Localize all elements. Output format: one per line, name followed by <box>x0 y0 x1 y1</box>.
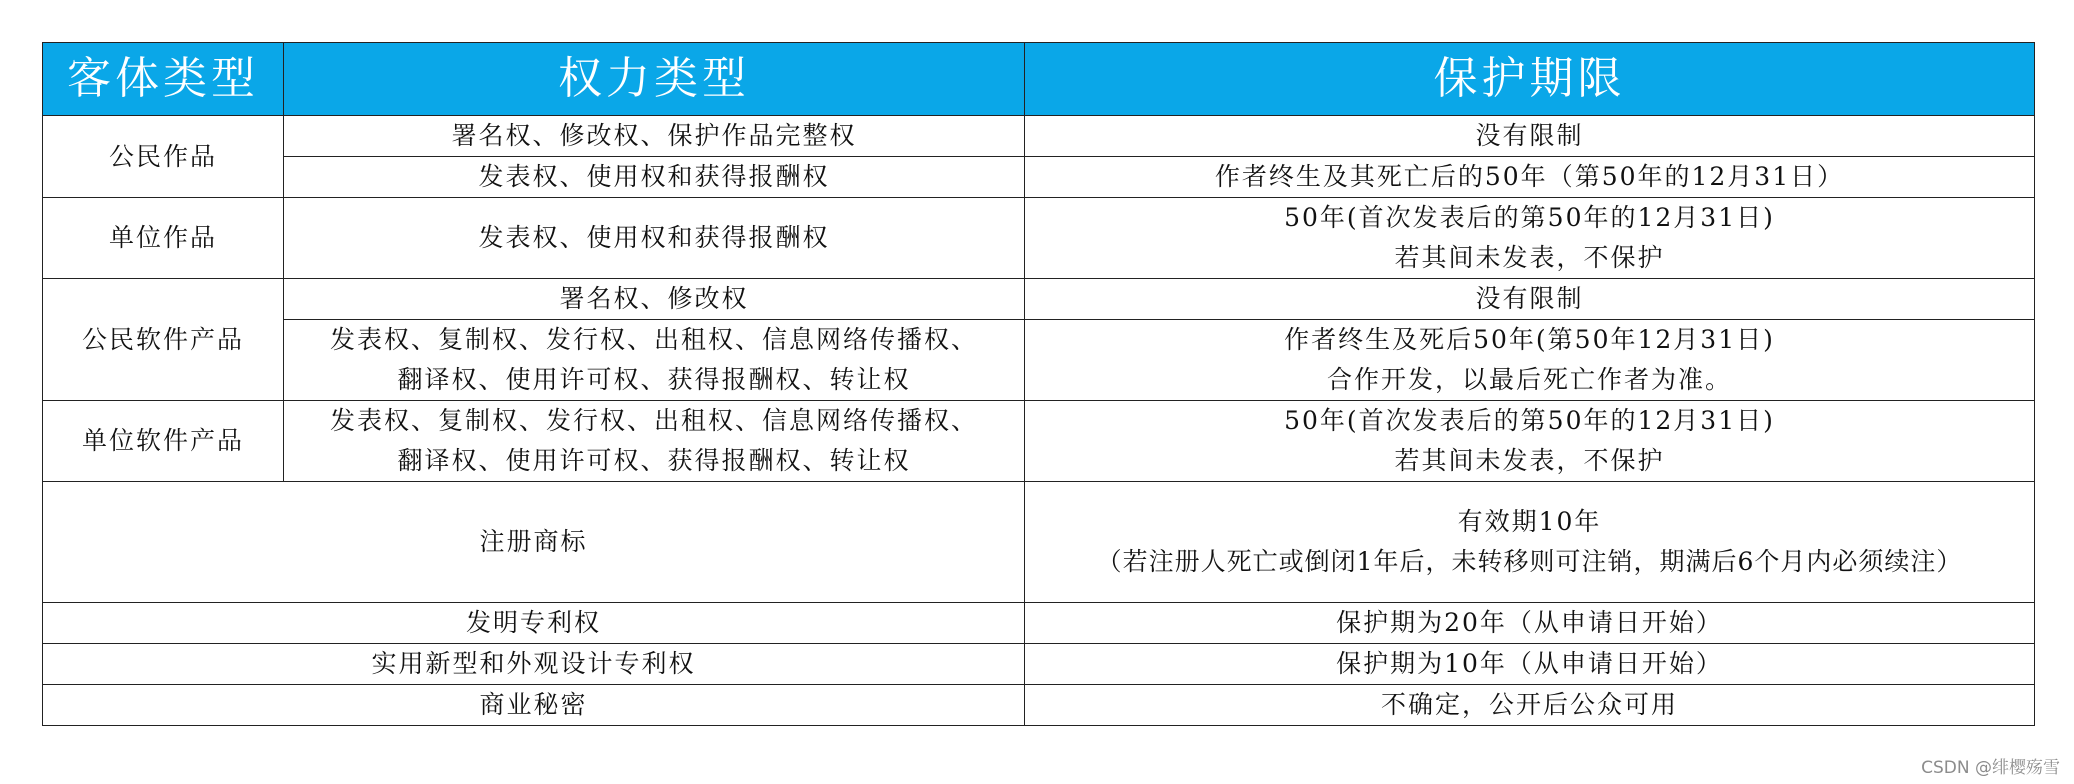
row-label-civilian-software: 公民软件产品 <box>43 279 284 401</box>
period-cell <box>1025 401 2035 482</box>
period-cell <box>1025 320 2035 401</box>
row-label-utility-patent: 实用新型和外观设计专利权 <box>43 644 1025 685</box>
header-object-type: 客体类型 <box>43 43 284 116</box>
table-row <box>43 157 2035 198</box>
period-cell: 不确定，公开后公众可用 <box>1025 685 2035 726</box>
right-line: 发表权、复制权、发行权、出租权、信息网络传播权、 <box>329 406 978 435</box>
row-label-unit-software: 单位软件产品 <box>43 401 284 482</box>
period-line: 合作开发，以最后死亡作者为准。 <box>1326 365 1732 394</box>
row-label-civilian-work: 公民作品 <box>43 116 284 198</box>
period-line: 作者终生及死后50年(第50年12月31日) <box>1284 325 1775 354</box>
right-cell: 发表权、使用权和获得报酬权 <box>284 157 1025 198</box>
period-cell: 没有限制 <box>1025 116 2035 157</box>
right-cell: 署名权、修改权、保护作品完整权 <box>284 116 1025 157</box>
table-row <box>43 482 2035 603</box>
table-row <box>43 320 2035 401</box>
table-row <box>43 401 2035 482</box>
period-line: 若其间未发表，不保护 <box>1394 243 1665 272</box>
copyright-protection-table <box>42 42 2035 726</box>
table-row <box>43 279 2035 320</box>
table-row <box>43 198 2035 279</box>
period-cell <box>1025 482 2035 603</box>
right-line: 发表权、复制权、发行权、出租权、信息网络传播权、 <box>329 325 978 354</box>
period-cell: 作者终生及其死亡后的50年（第50年的12月31日） <box>1025 157 2035 198</box>
row-label-trademark: 注册商标 <box>43 482 1025 603</box>
header-protection-period: 保护期限 <box>1025 43 2035 116</box>
row-label-invention-patent: 发明专利权 <box>43 603 1025 644</box>
table-row <box>43 603 2035 644</box>
period-line: 50年(首次发表后的第50年的12月31日) <box>1284 406 1775 435</box>
right-line: 翻译权、使用许可权、获得报酬权、转让权 <box>397 365 911 394</box>
right-cell: 发表权、使用权和获得报酬权 <box>284 198 1025 279</box>
period-cell: 没有限制 <box>1025 279 2035 320</box>
right-cell <box>284 320 1025 401</box>
period-line: 若其间未发表，不保护 <box>1394 446 1665 475</box>
header-row <box>43 43 2035 116</box>
period-cell: 保护期为20年（从申请日开始） <box>1025 603 2035 644</box>
row-label-unit-work: 单位作品 <box>43 198 284 279</box>
period-line: 有效期10年 <box>1457 507 1602 536</box>
period-line: 50年(首次发表后的第50年的12月31日) <box>1284 203 1775 232</box>
right-cell <box>284 401 1025 482</box>
row-label-trade-secret: 商业秘密 <box>43 685 1025 726</box>
right-line: 翻译权、使用许可权、获得报酬权、转让权 <box>397 446 911 475</box>
csdn-watermark: CSDN @绯樱殇雪 <box>1921 758 2060 778</box>
table-row <box>43 685 2035 726</box>
period-cell <box>1025 198 2035 279</box>
table-row <box>43 116 2035 157</box>
period-cell: 保护期为10年（从申请日开始） <box>1025 644 2035 685</box>
header-right-type: 权力类型 <box>284 43 1025 116</box>
period-line: （若注册人死亡或倒闭1年后，未转移则可注销，期满后6个月内必须续注） <box>1096 547 1963 576</box>
right-cell: 署名权、修改权 <box>284 279 1025 320</box>
table-row <box>43 644 2035 685</box>
